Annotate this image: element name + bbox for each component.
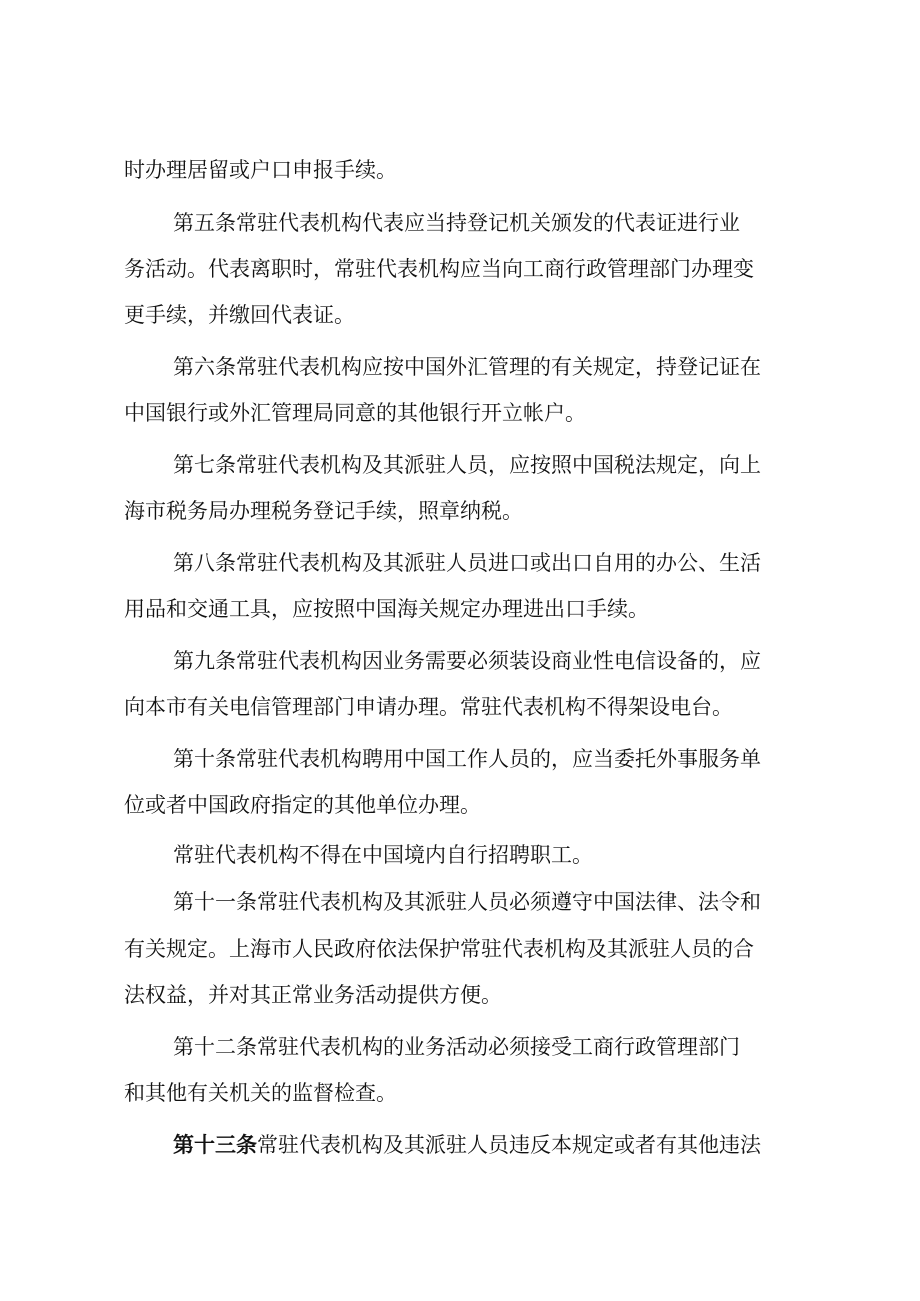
text-line: 法权益，并对其正常业务活动提供方便。: [124, 983, 502, 1007]
article-label: 第十三条: [173, 1133, 257, 1157]
text-line: 更手续，并缴回代表证。: [124, 303, 355, 327]
text-line: 向本市有关电信管理部门申请办理。常驻代表机构不得架设电台。: [124, 695, 733, 719]
text-line: 海市税务局办理税务登记手续，照章纳税。: [124, 499, 523, 523]
text-line: 常驻代表机构不得在中国境内自行招聘职工。: [173, 843, 593, 867]
text-line: 用品和交通工具，应按照中国海关规定办理进出口手续。: [124, 597, 649, 621]
text-line: 和其他有关机关的监督检查。: [124, 1081, 397, 1105]
article-text: 常驻代表机构及其派驻人员违反本规定或者有其他违法: [257, 1133, 761, 1157]
text-line: 位或者中国政府指定的其他单位办理。: [124, 793, 481, 817]
text-line: 第九条常驻代表机构因业务需要必须装设商业性电信设备的，应: [173, 649, 761, 673]
text-line: 中国银行或外汇管理局同意的其他银行开立帐户。: [124, 401, 586, 425]
text-line: 第七条常驻代表机构及其派驻人员，应按照中国税法规定，向上: [173, 453, 761, 477]
text-line: 第五条常驻代表机构代表应当持登记机关颁发的代表证进行业: [173, 211, 740, 235]
text-line: 第十二条常驻代表机构的业务活动必须接受工商行政管理部门: [173, 1035, 740, 1059]
text-line: 第八条常驻代表机构及其派驻人员进口或出口自用的办公、生活: [173, 551, 761, 575]
text-line: 第六条常驻代表机构应按中国外汇管理的有关规定，持登记证在: [173, 355, 761, 379]
text-line: 时办理居留或户口申报手续。: [124, 158, 397, 182]
text-line: [0, 1123, 920, 1167]
text-line: 务活动。代表离职时，常驻代表机构应当向工商行政管理部门办理变: [124, 257, 754, 281]
text-line: 第十条常驻代表机构聘用中国工作人员的，应当委托外事服务单: [173, 747, 761, 771]
text-line: 第十一条常驻代表机构及其派驻人员必须遵守中国法律、法令和: [173, 890, 761, 914]
text-line: 有关规定。上海市人民政府依法保护常驻代表机构及其派驻人员的合: [124, 937, 754, 961]
